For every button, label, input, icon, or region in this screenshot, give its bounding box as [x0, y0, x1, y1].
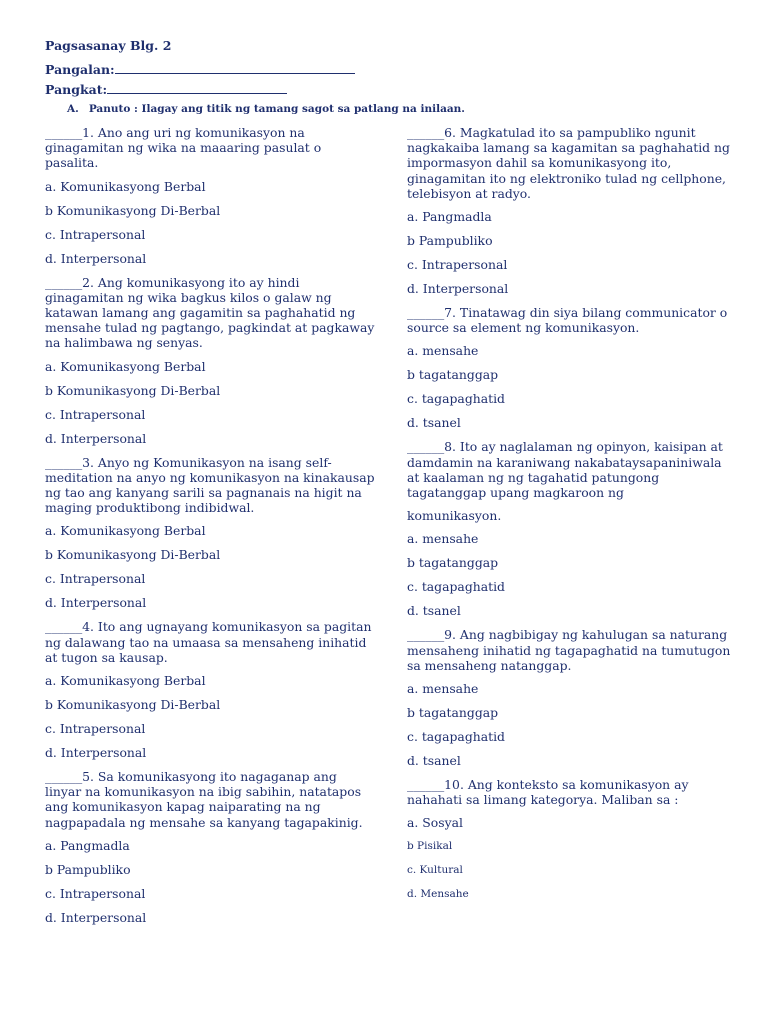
worksheet-title: Pagsasanay Blg. 2	[45, 38, 172, 53]
option: b Komunikasyong Di-Berbal	[45, 547, 221, 563]
option: a. Pangmadla	[407, 209, 492, 225]
section-blank[interactable]	[107, 82, 287, 94]
option: a. Komunikasyong Berbal	[45, 673, 206, 689]
question-text: ______6. Magkatulad ito sa pampubliko ngunit nagkakaiba lamang sa kagamitan sa paghahatid ng impormasyon dahil sa komunikasyong ito, ginagamitan ito ng elektroniko tulad ng cellphone, telebisyon at radyo.	[407, 125, 730, 201]
name-line	[45, 62, 355, 77]
question-text: ______10. Ang konteksto sa komunikasyon ay nahahati sa limang kategorya. Maliban sa :	[407, 777, 689, 808]
question-text: ______8. Ito ay naglalaman ng opinyon, kaisipan at damdamin na karaniwang nakabataysapaniniwala at kaalaman ng ng tagahatid patungong tagatanggap upang magkaroon ng	[407, 439, 723, 501]
option: d. tsanel	[407, 415, 461, 431]
option: c. Intrapersonal	[45, 721, 146, 737]
question-text: ______7. Tinatawag din siya bilang communicator o source sa element ng komunikasyon.	[407, 305, 728, 336]
right-column	[407, 125, 737, 911]
option: a. Komunikasyong Berbal	[45, 523, 206, 539]
question-10	[407, 777, 737, 902]
name-label: Pangalan:	[45, 62, 115, 77]
option: a. Pangmadla	[45, 837, 130, 853]
option: d. Mensahe	[407, 888, 469, 901]
option: a. Sosyal	[407, 815, 463, 831]
option: c. tagapaghatid	[407, 391, 505, 407]
option: b Komunikasyong Di-Berbal	[45, 202, 221, 218]
option: a. mensahe	[407, 531, 479, 547]
question-1	[45, 125, 375, 266]
section-label: Pangkat:	[45, 82, 108, 97]
question-text: ______5. Sa komunikasyong ito nagaganap ang linyar na komunikasyon na ibig sabihin, natatapos ang komunikasyon kapag naiparating na ng nagpapadala ng mensahe sa kanyang tagapakinig.	[45, 769, 363, 830]
option: a. mensahe	[407, 681, 479, 697]
question-7	[407, 305, 737, 430]
option: b Pampubliko	[407, 233, 493, 249]
option: c. Intrapersonal	[45, 885, 146, 901]
question-text-continuation: komunikasyon.	[407, 508, 502, 524]
option: a. Komunikasyong Berbal	[45, 358, 206, 374]
option: c. Kultural	[407, 864, 463, 877]
option: b Pisikal	[407, 840, 453, 853]
instructions-text: Panuto : Ilagay ang titik ng tamang sagot sa patlang na inilaan.	[88, 103, 465, 115]
option: d. Interpersonal	[45, 250, 147, 266]
option: b Komunikasyong Di-Berbal	[45, 382, 221, 398]
option: b tagatanggap	[407, 555, 499, 571]
option: a. Komunikasyong Berbal	[45, 178, 206, 194]
left-column	[45, 125, 375, 934]
instructions	[67, 103, 465, 115]
question-5	[45, 769, 375, 925]
option: c. Intrapersonal	[407, 257, 508, 273]
option: d. tsanel	[407, 753, 461, 769]
instructions-letter: A.	[67, 103, 79, 115]
question-text: ______9. Ang nagbibigay ng kahulugan sa naturang mensaheng inihatid ng tagapaghatid na tumutugon sa mensaheng natanggap.	[407, 627, 731, 673]
question-text: ______4. Ito ang ugnayang komunikasyon sa pagitan ng dalawang tao na umaasa sa mensaheng inihatid at tugon sa kausap.	[45, 619, 372, 665]
option: d. Interpersonal	[45, 745, 147, 761]
question-text: ______1. Ano ang uri ng komunikasyon na ginagamitan ng wika na maaaring pasulat o pasalita.	[45, 125, 322, 171]
question-9	[407, 627, 737, 768]
option: c. tagapaghatid	[407, 729, 505, 745]
question-8	[407, 439, 737, 618]
option: c. Intrapersonal	[45, 226, 146, 242]
question-2	[45, 275, 375, 446]
option: b tagatanggap	[407, 705, 499, 721]
question-6	[407, 125, 737, 296]
option: a. mensahe	[407, 343, 479, 359]
option: c. Intrapersonal	[45, 571, 146, 587]
question-text: ______2. Ang komunikasyong ito ay hindi ginagamitan ng wika bagkus kilos o galaw ng katawan lamang ang gagamitin sa paghahatid ng mensahe tulad ng pagtango, pagkindat at pagkaway na halimbawa ng senyas.	[45, 274, 375, 351]
option: c. Intrapersonal	[45, 406, 146, 422]
option: b Komunikasyong Di-Berbal	[45, 697, 221, 713]
option: b tagatanggap	[407, 367, 499, 383]
option: d. Interpersonal	[45, 909, 147, 925]
option: d. Interpersonal	[407, 281, 509, 297]
question-3	[45, 455, 375, 611]
option: d. Interpersonal	[45, 595, 147, 611]
question-text: ______3. Anyo ng Komunikasyon na isang self-meditation na anyo ng komunikasyon na kinakausap ng tao ang kanyang sarili sa pagnanais na higit na maging produktibong indibidwal.	[45, 454, 375, 516]
question-4	[45, 619, 375, 760]
name-blank[interactable]	[115, 62, 355, 74]
option: b Pampubliko	[45, 861, 131, 877]
option: d. tsanel	[407, 603, 461, 619]
option: d. Interpersonal	[45, 430, 147, 446]
option: c. tagapaghatid	[407, 579, 505, 595]
section-line	[45, 82, 287, 97]
